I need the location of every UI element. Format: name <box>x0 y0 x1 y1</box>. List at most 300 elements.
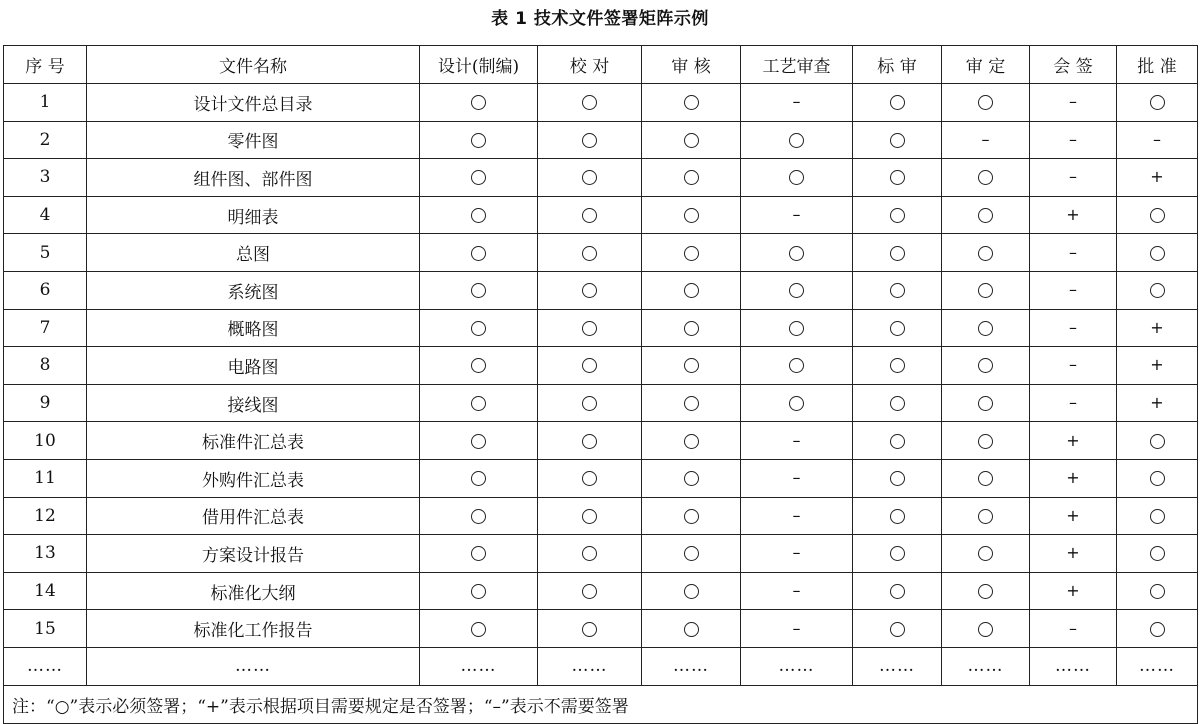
mark-cell-approval-check <box>942 459 1030 497</box>
optional-mark-icon: + <box>1150 167 1164 187</box>
mark-cell-standard-review <box>853 497 942 535</box>
mark-cell-review <box>642 610 741 648</box>
required-mark-icon <box>1150 509 1165 524</box>
mark-cell-countersign <box>1030 422 1117 460</box>
header-cell-review: 审 核 <box>642 46 741 84</box>
required-mark-icon <box>890 208 905 223</box>
required-mark-icon <box>789 321 804 336</box>
required-mark-icon <box>684 434 699 449</box>
not-required-mark-icon: – <box>1153 129 1161 149</box>
mark-cell-standard-review <box>853 121 942 159</box>
required-mark-icon <box>471 509 486 524</box>
mark-cell-standard-review <box>853 384 942 422</box>
row-number-cell: 6 <box>4 271 87 309</box>
ellipsis-cell: …… <box>1030 647 1117 685</box>
optional-mark-icon: + <box>1066 581 1080 601</box>
mark-cell-process-review <box>741 347 853 385</box>
mark-cell-proofread <box>538 234 642 272</box>
table-row <box>4 535 1198 573</box>
required-mark-icon <box>471 321 486 336</box>
required-mark-icon <box>978 509 993 524</box>
required-mark-icon <box>890 246 905 261</box>
doc-name-cell: 概略图 <box>87 309 420 347</box>
required-mark-icon <box>471 584 486 599</box>
row-number-cell: 3 <box>4 159 87 197</box>
doc-name-cell: 标准化大纲 <box>87 572 420 610</box>
required-mark-icon <box>684 321 699 336</box>
table-row <box>4 497 1198 535</box>
required-mark-icon <box>684 246 699 261</box>
mark-cell-approval-check <box>942 422 1030 460</box>
required-mark-icon <box>978 170 993 185</box>
mark-cell-approval-check <box>942 271 1030 309</box>
required-mark-icon <box>471 434 486 449</box>
ellipsis-cell: …… <box>741 647 853 685</box>
mark-cell-design <box>420 422 538 460</box>
required-mark-icon <box>978 396 993 411</box>
required-mark-icon <box>1150 434 1165 449</box>
required-mark-icon <box>789 133 804 148</box>
ellipsis-cell: …… <box>1117 647 1198 685</box>
not-required-mark-icon: – <box>1069 317 1077 337</box>
required-mark-icon <box>890 584 905 599</box>
required-mark-icon <box>582 208 597 223</box>
mark-cell-approval-check <box>942 497 1030 535</box>
required-mark-icon <box>789 246 804 261</box>
table-row <box>4 572 1198 610</box>
required-mark-icon <box>789 283 804 298</box>
mark-cell-proofread <box>538 610 642 648</box>
mark-cell-standard-review <box>853 422 942 460</box>
required-mark-icon <box>978 434 993 449</box>
mark-cell-approval-check <box>942 121 1030 159</box>
table-header-row <box>4 46 1198 84</box>
mark-cell-review <box>642 347 741 385</box>
mark-cell-proofread <box>538 271 642 309</box>
mark-cell-design <box>420 121 538 159</box>
required-mark-icon <box>978 622 993 637</box>
required-mark-icon <box>890 170 905 185</box>
mark-cell-standard-review <box>853 234 942 272</box>
mark-cell-process-review <box>741 196 853 234</box>
mark-cell-approve <box>1117 459 1198 497</box>
mark-cell-design <box>420 497 538 535</box>
table-row <box>4 121 1198 159</box>
row-number-cell: 14 <box>4 572 87 610</box>
row-number-cell: 12 <box>4 497 87 535</box>
mark-cell-review <box>642 459 741 497</box>
required-mark-icon <box>1150 283 1165 298</box>
not-required-mark-icon: – <box>792 505 801 525</box>
optional-mark-icon: + <box>1150 393 1164 413</box>
table-row <box>4 347 1198 385</box>
required-mark-icon <box>890 133 905 148</box>
mark-cell-review <box>642 159 741 197</box>
mark-cell-proofread <box>538 422 642 460</box>
mark-cell-countersign <box>1030 196 1117 234</box>
not-required-mark-icon: – <box>1069 393 1077 413</box>
required-mark-icon <box>978 321 993 336</box>
mark-cell-process-review <box>741 234 853 272</box>
mark-cell-review <box>642 196 741 234</box>
mark-cell-approve <box>1117 572 1198 610</box>
header-cell-design: 设计(制编) <box>420 46 538 84</box>
required-mark-icon <box>978 584 993 599</box>
doc-name-cell: 接线图 <box>87 384 420 422</box>
header-cell-doc-name: 文件名称 <box>87 46 420 84</box>
mark-cell-countersign <box>1030 572 1117 610</box>
required-mark-icon <box>1150 546 1165 561</box>
required-mark-icon <box>1150 622 1165 637</box>
required-mark-icon <box>582 170 597 185</box>
not-required-mark-icon: – <box>1069 280 1077 300</box>
mark-cell-design <box>420 309 538 347</box>
row-number-cell: 9 <box>4 384 87 422</box>
mark-cell-approval-check <box>942 572 1030 610</box>
required-mark-icon <box>978 283 993 298</box>
mark-cell-approval-check <box>942 309 1030 347</box>
required-mark-icon <box>471 471 486 486</box>
required-mark-icon <box>684 509 699 524</box>
mark-cell-process-review <box>741 535 853 573</box>
row-number-cell: 2 <box>4 121 87 159</box>
mark-cell-proofread <box>538 347 642 385</box>
mark-cell-approve <box>1117 196 1198 234</box>
mark-cell-standard-review <box>853 572 942 610</box>
ellipsis-cell: …… <box>4 647 87 685</box>
mark-cell-proofread <box>538 159 642 197</box>
doc-name-cell: 借用件汇总表 <box>87 497 420 535</box>
mark-cell-proofread <box>538 196 642 234</box>
mark-cell-approval-check <box>942 610 1030 648</box>
doc-name-cell: 系统图 <box>87 271 420 309</box>
mark-cell-approval-check <box>942 84 1030 122</box>
required-mark-icon <box>582 246 597 261</box>
mark-cell-countersign <box>1030 309 1117 347</box>
mark-cell-approve <box>1117 422 1198 460</box>
required-mark-icon <box>471 95 486 110</box>
optional-mark-icon: + <box>1066 468 1080 488</box>
ellipsis-cell: …… <box>853 647 942 685</box>
required-mark-icon <box>978 246 993 261</box>
required-mark-icon <box>789 358 804 373</box>
not-required-mark-icon: – <box>1069 242 1077 262</box>
mark-cell-countersign <box>1030 347 1117 385</box>
row-number-cell: 11 <box>4 459 87 497</box>
doc-name-cell: 标准化工作报告 <box>87 610 420 648</box>
header-cell-no: 序 号 <box>4 46 87 84</box>
required-mark-icon <box>582 622 597 637</box>
required-mark-icon <box>1150 584 1165 599</box>
doc-name-cell: 电路图 <box>87 347 420 385</box>
required-mark-icon <box>1150 95 1165 110</box>
not-required-mark-icon: – <box>792 618 801 638</box>
required-mark-icon <box>890 622 905 637</box>
doc-name-cell: 零件图 <box>87 121 420 159</box>
mark-cell-design <box>420 610 538 648</box>
mark-cell-design <box>420 459 538 497</box>
required-mark-icon <box>890 471 905 486</box>
not-required-mark-icon: – <box>792 581 801 601</box>
required-mark-icon <box>582 584 597 599</box>
row-number-cell: 7 <box>4 309 87 347</box>
row-number-cell: 4 <box>4 196 87 234</box>
required-mark-icon <box>978 358 993 373</box>
not-required-mark-icon: – <box>792 92 801 112</box>
mark-cell-process-review <box>741 497 853 535</box>
required-mark-icon <box>471 546 486 561</box>
mark-cell-proofread <box>538 384 642 422</box>
optional-mark-icon: + <box>1066 205 1080 225</box>
required-mark-icon <box>890 546 905 561</box>
required-mark-icon <box>471 170 486 185</box>
table-row <box>4 159 1198 197</box>
not-required-mark-icon: – <box>792 205 801 225</box>
mark-cell-approval-check <box>942 196 1030 234</box>
not-required-mark-icon: – <box>981 129 990 149</box>
mark-cell-proofread <box>538 459 642 497</box>
table-row <box>4 234 1198 272</box>
header-cell-countersign: 会 签 <box>1030 46 1117 84</box>
not-required-mark-icon: – <box>792 543 801 563</box>
mark-cell-approve <box>1117 234 1198 272</box>
required-mark-icon <box>1150 471 1165 486</box>
required-mark-icon <box>684 358 699 373</box>
header-cell-approve: 批 准 <box>1117 46 1198 84</box>
mark-cell-approve <box>1117 271 1198 309</box>
mark-cell-process-review <box>741 384 853 422</box>
mark-cell-review <box>642 572 741 610</box>
doc-name-cell: 外购件汇总表 <box>87 459 420 497</box>
mark-cell-approve <box>1117 121 1198 159</box>
mark-cell-design <box>420 84 538 122</box>
mark-cell-approve <box>1117 84 1198 122</box>
mark-cell-standard-review <box>853 271 942 309</box>
not-required-mark-icon: – <box>1069 618 1077 638</box>
table-row <box>4 196 1198 234</box>
required-mark-icon <box>582 95 597 110</box>
required-mark-icon <box>684 471 699 486</box>
doc-name-cell: 组件图、部件图 <box>87 159 420 197</box>
mark-cell-countersign <box>1030 121 1117 159</box>
doc-name-cell: 设计文件总目录 <box>87 84 420 122</box>
row-number-cell: 13 <box>4 535 87 573</box>
required-mark-icon <box>684 95 699 110</box>
required-mark-icon <box>684 396 699 411</box>
required-mark-icon <box>582 471 597 486</box>
required-mark-icon <box>978 546 993 561</box>
optional-mark-icon: + <box>1150 355 1164 375</box>
mark-cell-review <box>642 271 741 309</box>
required-mark-icon <box>684 622 699 637</box>
required-mark-icon <box>582 546 597 561</box>
mark-cell-approval-check <box>942 384 1030 422</box>
mark-cell-review <box>642 535 741 573</box>
mark-cell-process-review <box>741 459 853 497</box>
required-mark-icon <box>471 283 486 298</box>
doc-name-cell: 总图 <box>87 234 420 272</box>
mark-cell-review <box>642 384 741 422</box>
header-cell-proofread: 校 对 <box>538 46 642 84</box>
required-mark-icon <box>582 396 597 411</box>
required-mark-icon <box>890 434 905 449</box>
mark-cell-design <box>420 159 538 197</box>
mark-cell-review <box>642 309 741 347</box>
mark-cell-approve <box>1117 497 1198 535</box>
doc-name-cell: 方案设计报告 <box>87 535 420 573</box>
mark-cell-proofread <box>538 497 642 535</box>
required-mark-icon <box>684 546 699 561</box>
required-mark-icon <box>582 434 597 449</box>
mark-cell-process-review <box>741 309 853 347</box>
required-mark-icon <box>471 133 486 148</box>
mark-cell-standard-review <box>853 610 942 648</box>
required-mark-icon <box>582 358 597 373</box>
not-required-mark-icon: – <box>1069 129 1077 149</box>
mark-cell-design <box>420 347 538 385</box>
mark-cell-proofread <box>538 535 642 573</box>
mark-cell-design <box>420 271 538 309</box>
mark-cell-approval-check <box>942 347 1030 385</box>
mark-cell-countersign <box>1030 610 1117 648</box>
mark-cell-standard-review <box>853 196 942 234</box>
mark-cell-approve <box>1117 610 1198 648</box>
table-row <box>4 422 1198 460</box>
optional-mark-icon: + <box>1066 430 1080 450</box>
mark-cell-standard-review <box>853 309 942 347</box>
mark-cell-process-review <box>741 84 853 122</box>
required-mark-icon <box>1150 246 1165 261</box>
table-body <box>4 84 1198 648</box>
row-number-cell: 1 <box>4 84 87 122</box>
not-required-mark-icon: – <box>1069 92 1077 112</box>
mark-cell-standard-review <box>853 459 942 497</box>
header-cell-standard-review: 标 审 <box>853 46 942 84</box>
required-mark-icon <box>684 283 699 298</box>
mark-cell-design <box>420 572 538 610</box>
mark-cell-design <box>420 384 538 422</box>
required-mark-icon <box>471 246 486 261</box>
required-mark-icon <box>471 358 486 373</box>
mark-cell-countersign <box>1030 384 1117 422</box>
required-mark-icon <box>582 509 597 524</box>
table-note: 注：“○”表示必须签署；“+”表示根据项目需要规定是否签署；“–”表示不需要签署 <box>4 685 1198 723</box>
mark-cell-approve <box>1117 309 1198 347</box>
optional-mark-icon: + <box>1066 543 1080 563</box>
table-row <box>4 309 1198 347</box>
required-mark-icon <box>1150 208 1165 223</box>
mark-cell-standard-review <box>853 535 942 573</box>
mark-cell-process-review <box>741 422 853 460</box>
mark-cell-countersign <box>1030 535 1117 573</box>
mark-cell-process-review <box>741 610 853 648</box>
mark-cell-standard-review <box>853 84 942 122</box>
mark-cell-approval-check <box>942 234 1030 272</box>
required-mark-icon <box>890 95 905 110</box>
mark-cell-proofread <box>538 121 642 159</box>
doc-name-cell: 标准件汇总表 <box>87 422 420 460</box>
mark-cell-countersign <box>1030 159 1117 197</box>
mark-cell-approve <box>1117 347 1198 385</box>
doc-name-cell: 明细表 <box>87 196 420 234</box>
required-mark-icon <box>890 321 905 336</box>
mark-cell-countersign <box>1030 84 1117 122</box>
required-mark-icon <box>684 170 699 185</box>
ellipsis-cell: …… <box>942 647 1030 685</box>
row-number-cell: 8 <box>4 347 87 385</box>
mark-cell-process-review <box>741 271 853 309</box>
not-required-mark-icon: – <box>1069 355 1077 375</box>
mark-cell-approval-check <box>942 535 1030 573</box>
table-row <box>4 459 1198 497</box>
mark-cell-design <box>420 234 538 272</box>
row-number-cell: 15 <box>4 610 87 648</box>
required-mark-icon <box>582 283 597 298</box>
required-mark-icon <box>471 622 486 637</box>
mark-cell-process-review <box>741 572 853 610</box>
mark-cell-review <box>642 497 741 535</box>
mark-cell-design <box>420 196 538 234</box>
mark-cell-approval-check <box>942 159 1030 197</box>
table-title: 表 1 技术文件签署矩阵示例 <box>491 9 709 29</box>
mark-cell-approve <box>1117 159 1198 197</box>
mark-cell-proofread <box>538 84 642 122</box>
required-mark-icon <box>471 396 486 411</box>
mark-cell-countersign <box>1030 271 1117 309</box>
mark-cell-standard-review <box>853 347 942 385</box>
mark-cell-review <box>642 234 741 272</box>
required-mark-icon <box>890 283 905 298</box>
mark-cell-review <box>642 84 741 122</box>
mark-cell-approve <box>1117 535 1198 573</box>
required-mark-icon <box>684 133 699 148</box>
mark-cell-process-review <box>741 121 853 159</box>
mark-cell-countersign <box>1030 497 1117 535</box>
not-required-mark-icon: – <box>792 468 801 488</box>
mark-cell-review <box>642 121 741 159</box>
header-cell-approval-check: 审 定 <box>942 46 1030 84</box>
mark-cell-process-review <box>741 159 853 197</box>
required-mark-icon <box>471 208 486 223</box>
row-number-cell: 10 <box>4 422 87 460</box>
required-mark-icon <box>684 208 699 223</box>
mark-cell-standard-review <box>853 159 942 197</box>
row-number-cell: 5 <box>4 234 87 272</box>
ellipsis-cell: …… <box>87 647 420 685</box>
mark-cell-approve <box>1117 384 1198 422</box>
table-row <box>4 384 1198 422</box>
not-required-mark-icon: – <box>792 430 801 450</box>
note-row <box>4 685 1198 723</box>
not-required-mark-icon: – <box>1069 167 1077 187</box>
mark-cell-proofread <box>538 572 642 610</box>
mark-cell-review <box>642 422 741 460</box>
required-mark-icon <box>890 396 905 411</box>
required-mark-icon <box>684 584 699 599</box>
ellipsis-cell: …… <box>420 647 538 685</box>
table-row <box>4 84 1198 122</box>
required-mark-icon <box>978 208 993 223</box>
table-row <box>4 610 1198 648</box>
ellipsis-cell: …… <box>538 647 642 685</box>
table-row <box>4 271 1198 309</box>
optional-mark-icon: + <box>1066 505 1080 525</box>
mark-cell-countersign <box>1030 234 1117 272</box>
required-mark-icon <box>582 133 597 148</box>
required-mark-icon <box>978 95 993 110</box>
mark-cell-design <box>420 535 538 573</box>
mark-cell-proofread <box>538 309 642 347</box>
